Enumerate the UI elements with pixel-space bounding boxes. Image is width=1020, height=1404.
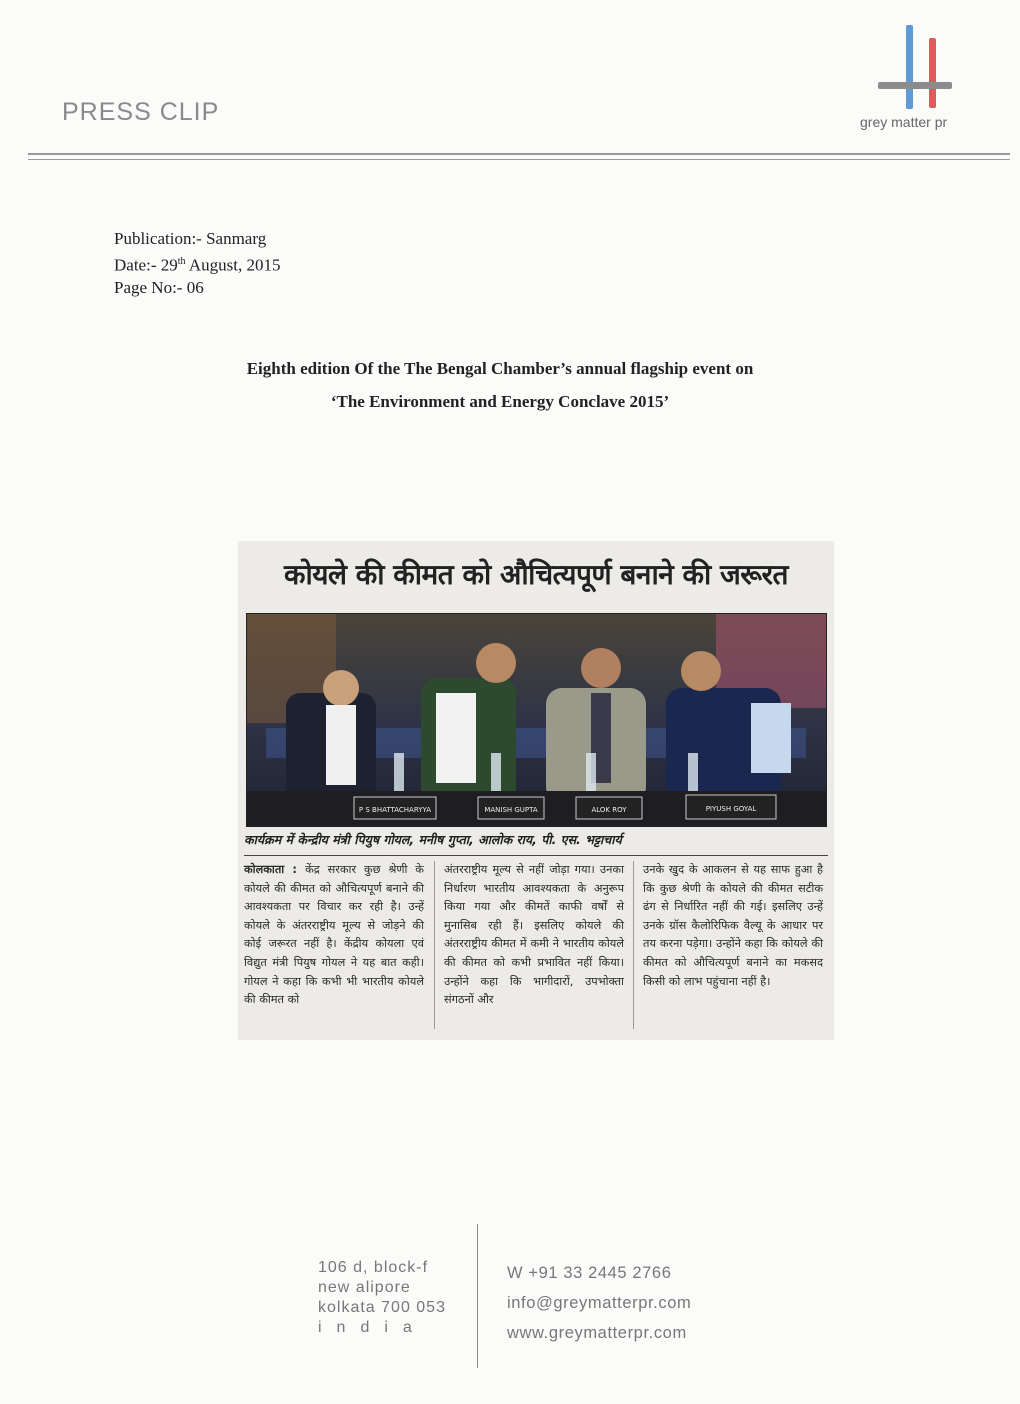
column-divider: [633, 861, 634, 1029]
caption-rule: [244, 855, 828, 856]
nameplate-label: MANISH GUPTA: [484, 806, 538, 814]
footer-divider: [477, 1224, 478, 1368]
dateline: कोलकाता :: [244, 863, 306, 876]
clipping-title: कोयले की कीमत को औचित्यपूर्ण बनाने की जरूरत: [284, 558, 788, 591]
header-rule: [28, 153, 1010, 155]
event-headline: [150, 352, 850, 418]
logo-grey-bar: [878, 82, 952, 89]
phone-number: W +91 33 2445 2766: [507, 1264, 672, 1282]
date-sup: th: [177, 255, 186, 267]
date-prefix: Date:- 29: [114, 255, 178, 275]
date-suffix: August, 2015: [185, 255, 281, 275]
address-line: kolkata 700 053: [318, 1299, 446, 1316]
address-line: 106 d, block-f: [318, 1259, 429, 1276]
nameplate-label: PIYUSH GOYAL: [705, 805, 757, 813]
website-link[interactable]: www.greymatterpr.com: [507, 1324, 687, 1342]
publication-meta: [114, 228, 280, 299]
logo-blue-bar: [906, 25, 913, 109]
address-line: new alipore: [318, 1279, 411, 1296]
photo-caption: कार्यक्रम में केन्द्रीय मंत्री पियुष गोयल, मनीष गुप्ता, आलोक राय, पी. एस. भट्टाचार्य: [244, 832, 622, 847]
nameplate-label: P S BHATTACHARYYA: [358, 806, 432, 814]
event-photo: [246, 613, 827, 827]
column-1-text: केंद्र सरकार कुछ श्रेणी के कोयले की कीमत को औचित्यपूर्ण बनाने की आवश्यकता पर विचार कर रही है। उन्हें कोयले के अंतरराष्ट्रीय मूल्य से जोड़ने की कोई जरूरत नहीं है। केंद्रीय कोयला एवं विद्युत मंत्री पियुष गोयल ने यह बात कही। गोयल ने कहा कि कभी भी भारतीय कोयले की कीमत को: [244, 863, 424, 1007]
article-column-3: उनके खुद के आकलन से यह साफ हुआ है कि कुछ श्रेणी के कोयले की कीमत सटीक ढंग से निर्धारित नहीं की गई। इसलिए उन्हें उनके ग्रॉस कैलोरिफिक वैल्यू के आधार पर तय करना पड़ेगा। उन्होंने कहा कि कोयले की कीमत को औचित्यपूर्ण बनाने का मकसद किसी को लाभ पहुंचाना नहीं है।: [643, 863, 823, 988]
greymatter-logo: [858, 22, 978, 137]
page-number: Page No:- 06: [114, 277, 204, 297]
header-rule-thin: [28, 159, 1010, 160]
publication-name: Publication:- Sanmarg: [114, 229, 267, 248]
press-clip-label: PRESS CLIP: [62, 98, 220, 126]
publication-date: [114, 251, 280, 277]
headline-line-2: ‘The Environment and Energy Conclave 2015’: [330, 392, 670, 411]
article-column-1: [244, 861, 424, 1010]
email-address[interactable]: info@greymatterpr.com: [507, 1294, 692, 1312]
logo-red-bar: [929, 38, 936, 108]
headline-line-1: Eighth edition Of the The Bengal Chamber’s annual flagship event on: [246, 359, 754, 378]
event-photo-illustration: [246, 613, 827, 827]
office-address: [318, 1258, 446, 1338]
logo-text: grey matter pr: [860, 114, 948, 130]
newspaper-clipping: [238, 541, 834, 1040]
address-country: india: [318, 1319, 427, 1336]
contact-details: [507, 1258, 691, 1348]
nameplate-label: ALOK ROY: [591, 806, 627, 814]
article-column-2: अंतरराष्ट्रीय मूल्य से नहीं जोड़ा गया। उनका निर्धारण भारतीय आवश्यकता के अनुरूप किया गया और कीमतें काफी वर्षों से मुनासिब रही हैं। इसलिए कोयले की अंतरराष्ट्रीय कीमत में कमी ने भारतीय कोयले की कीमत को कभी प्रभावित नहीं किया। उन्होंने कहा कि भागीदारों, उपभोक्ता संगठनों और: [444, 863, 624, 1007]
column-divider: [434, 861, 435, 1029]
